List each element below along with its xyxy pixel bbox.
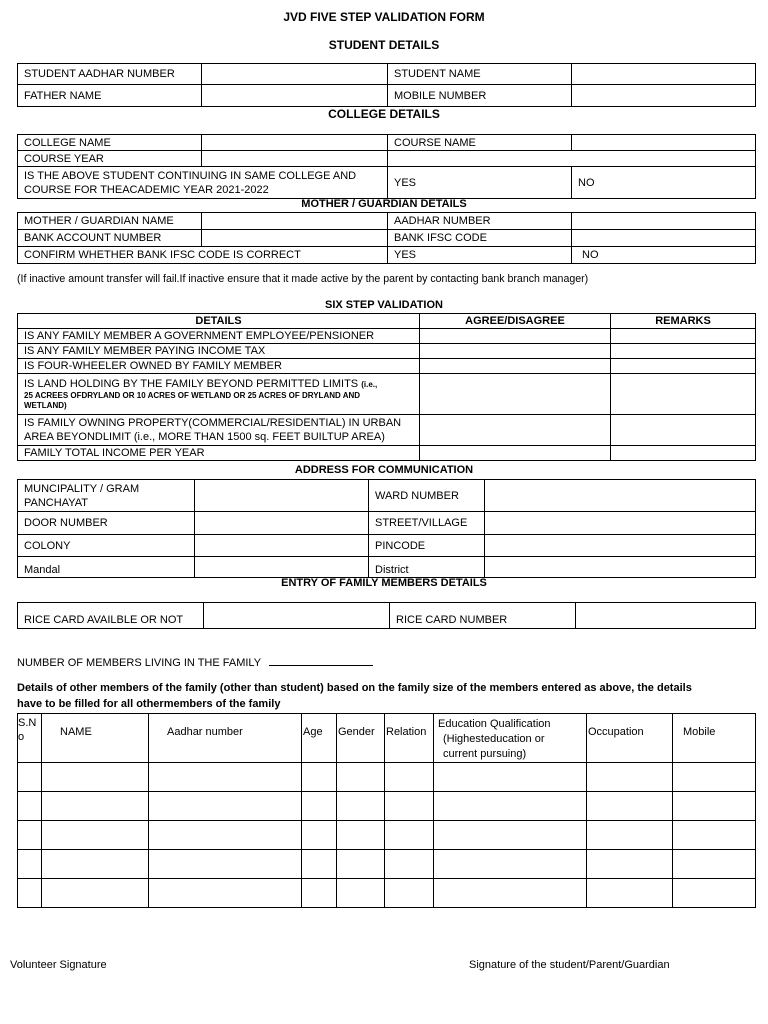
ward-number-label: WARD NUMBER <box>369 480 485 512</box>
course-year-field-extra[interactable] <box>388 151 756 167</box>
door-number-field[interactable] <box>195 512 369 535</box>
rice-card-available-field[interactable] <box>204 603 390 629</box>
mobile-number-field[interactable] <box>572 85 756 107</box>
guardian-details-heading: MOTHER / GUARDIAN DETAILS <box>301 198 467 210</box>
validation-row-family-income: FAMILY TOTAL INCOME PER YEAR <box>18 446 420 461</box>
remarks-field-family-income[interactable] <box>611 446 756 461</box>
urban-property-line2: AREA BEYONDLIMIT (i.e., MORE THAN 1500 sq. FEET BUILTUP AREA) <box>24 431 385 443</box>
municipality-label-line2: PANCHAYAT <box>24 496 88 509</box>
college-details-heading: COLLEGE DETAILS <box>328 107 440 121</box>
bank-ifsc-field[interactable] <box>572 230 756 247</box>
agree-field-urban-property[interactable] <box>420 415 611 446</box>
land-holding-paren: (i.e., <box>361 379 378 389</box>
mandal-label: Mandal <box>18 557 195 578</box>
district-field[interactable] <box>485 557 756 578</box>
guardian-name-label: MOTHER / GUARDIAN NAME <box>18 213 202 230</box>
student-aadhar-field[interactable] <box>202 64 388 85</box>
street-village-field[interactable] <box>485 512 756 535</box>
members-count-label: NUMBER OF MEMBERS LIVING IN THE FAMILY <box>17 657 262 669</box>
rice-card-table <box>17 602 756 629</box>
ward-number-field[interactable] <box>485 480 756 512</box>
course-name-field[interactable] <box>572 135 756 151</box>
column-header-aadhar: Aadhar number <box>149 714 302 763</box>
validation-row-four-wheeler: IS FOUR-WHEELER OWNED BY FAMILY MEMBER <box>18 359 420 374</box>
college-name-label: COLLEGE NAME <box>18 135 202 151</box>
student-details-heading: STUDENT DETAILS <box>328 38 440 52</box>
bank-account-field[interactable] <box>202 230 388 247</box>
column-header-age: Age <box>302 714 337 763</box>
table-row[interactable] <box>18 792 756 821</box>
continuing-question-line2: COURSE FOR THEACADEMIC YEAR 2021-2022 <box>24 183 269 196</box>
column-header-occupation: Occupation <box>587 714 673 763</box>
continuing-no-option[interactable]: NO <box>572 167 756 199</box>
land-holding-text: IS LAND HOLDING BY THE FAMILY BEYOND PERMITTED LIMITS <box>24 377 359 390</box>
table-row[interactable] <box>18 763 756 792</box>
municipality-field[interactable] <box>195 480 369 512</box>
confirm-ifsc-yes-option[interactable]: YES <box>388 247 572 264</box>
urban-property-line1: IS FAMILY OWNING PROPERTY(COMMERCIAL/RESIDENTIAL) IN URBAN <box>24 417 402 429</box>
column-header-gender: Gender <box>337 714 385 763</box>
college-name-field[interactable] <box>202 135 388 151</box>
table-row[interactable] <box>18 850 756 879</box>
land-holding-limit-line2: WETLAND) <box>24 400 67 410</box>
colony-label: COLONY <box>18 535 195 557</box>
agree-field-family-income[interactable] <box>420 446 611 461</box>
district-label: District <box>369 557 485 578</box>
municipality-label <box>18 480 195 512</box>
education-header-line2: (Highesteducation or <box>443 733 545 745</box>
continuing-question-line1: IS THE ABOVE STUDENT CONTINUING IN SAME COLLEGE AND <box>24 169 357 182</box>
education-header-line3: current pursuing) <box>443 748 527 760</box>
agree-field-income-tax[interactable] <box>420 344 611 359</box>
validation-row-income-tax: IS ANY FAMILY MEMBER PAYING INCOME TAX <box>18 344 420 359</box>
column-header-name: NAME <box>42 714 149 763</box>
college-details-table <box>17 134 756 199</box>
course-year-label: COURSE YEAR <box>18 151 202 167</box>
family-details-note-line2: have to be filled for all othermembers of the family <box>17 698 281 710</box>
members-count-row <box>17 654 373 669</box>
inactive-account-note: (If inactive amount transfer will fail.If inactive ensure that it made active by the parent by contacting bank branch manager) <box>17 273 589 285</box>
course-name-label: COURSE NAME <box>388 135 572 151</box>
remarks-field-urban-property[interactable] <box>611 415 756 446</box>
six-step-header-agree: AGREE/DISAGREE <box>420 314 611 329</box>
family-details-note <box>17 680 761 712</box>
mobile-number-label: MOBILE NUMBER <box>388 85 572 107</box>
guardian-aadhar-label: AADHAR NUMBER <box>388 213 572 230</box>
land-holding-limit-line1: 25 ACREES OFDRYLAND OR 10 ACRES OF WETLAND OR 25 ACRES OF DRYLAND AND <box>24 390 361 400</box>
pincode-field[interactable] <box>485 535 756 557</box>
father-name-label: FATHER NAME <box>18 85 202 107</box>
table-row[interactable] <box>18 879 756 908</box>
guardian-aadhar-field[interactable] <box>572 213 756 230</box>
rice-card-number-field[interactable] <box>576 603 756 629</box>
mandal-field[interactable] <box>195 557 369 578</box>
remarks-field-land-holding[interactable] <box>611 374 756 415</box>
remarks-field-income-tax[interactable] <box>611 344 756 359</box>
bank-account-label: BANK ACCOUNT NUMBER <box>18 230 202 247</box>
six-step-heading: SIX STEP VALIDATION <box>325 299 443 311</box>
colony-field[interactable] <box>195 535 369 557</box>
family-members-table <box>17 713 756 908</box>
father-name-field[interactable] <box>202 85 388 107</box>
student-aadhar-label: STUDENT AADHAR NUMBER <box>18 64 202 85</box>
validation-row-land-holding <box>18 374 420 415</box>
agree-field-four-wheeler[interactable] <box>420 359 611 374</box>
six-step-header-details: DETAILS <box>18 314 420 329</box>
remarks-field-govt-employee[interactable] <box>611 329 756 344</box>
family-entry-heading: ENTRY OF FAMILY MEMBERS DETAILS <box>281 577 487 589</box>
education-header-line1: Education Qualification <box>438 718 551 730</box>
address-table <box>17 479 756 578</box>
six-step-table <box>17 313 756 461</box>
student-name-label: STUDENT NAME <box>388 64 572 85</box>
confirm-ifsc-no-option[interactable]: NO <box>572 247 756 264</box>
continuing-yes-option[interactable]: YES <box>388 167 572 199</box>
sno-line1: S.N <box>18 717 37 729</box>
column-header-sno <box>18 714 42 763</box>
continuing-question <box>18 167 388 199</box>
confirm-ifsc-label: CONFIRM WHETHER BANK IFSC CODE IS CORRECT <box>18 247 388 264</box>
rice-card-available-label: RICE CARD AVAILBLE OR NOT <box>18 603 204 629</box>
agree-field-govt-employee[interactable] <box>420 329 611 344</box>
bank-ifsc-label: BANK IFSC CODE <box>388 230 572 247</box>
pincode-label: PINCODE <box>369 535 485 557</box>
validation-row-urban-property <box>18 415 420 446</box>
street-village-label: STREET/VILLAGE <box>369 512 485 535</box>
student-parent-signature-label: Signature of the student/Parent/Guardian <box>469 959 670 971</box>
guardian-name-field[interactable] <box>202 213 388 230</box>
family-details-note-line1: Details of other members of the family (other than student) based on the family size of the members entered as above, the details <box>17 682 692 694</box>
student-name-field[interactable] <box>572 64 756 85</box>
column-header-relation: Relation <box>385 714 434 763</box>
column-header-mobile: Mobile <box>673 714 756 763</box>
sno-line2: o <box>18 731 25 743</box>
members-count-field[interactable] <box>269 654 373 666</box>
student-details-table <box>17 63 756 107</box>
six-step-header-remarks: REMARKS <box>611 314 756 329</box>
address-heading: ADDRESS FOR COMMUNICATION <box>294 464 474 476</box>
column-header-education <box>434 714 587 763</box>
door-number-label: DOOR NUMBER <box>18 512 195 535</box>
remarks-field-four-wheeler[interactable] <box>611 359 756 374</box>
table-row[interactable] <box>18 821 756 850</box>
course-year-field[interactable] <box>202 151 388 167</box>
form-title: JVD FIVE STEP VALIDATION FORM <box>283 10 485 24</box>
volunteer-signature-label: Volunteer Signature <box>10 959 107 971</box>
municipality-label-line1: MUNCIPALITY / GRAM <box>24 482 140 495</box>
rice-card-number-label: RICE CARD NUMBER <box>390 603 576 629</box>
agree-field-land-holding[interactable] <box>420 374 611 415</box>
guardian-details-table <box>17 212 756 264</box>
validation-row-govt-employee: IS ANY FAMILY MEMBER A GOVERNMENT EMPLOYEE/PENSIONER <box>18 329 420 344</box>
